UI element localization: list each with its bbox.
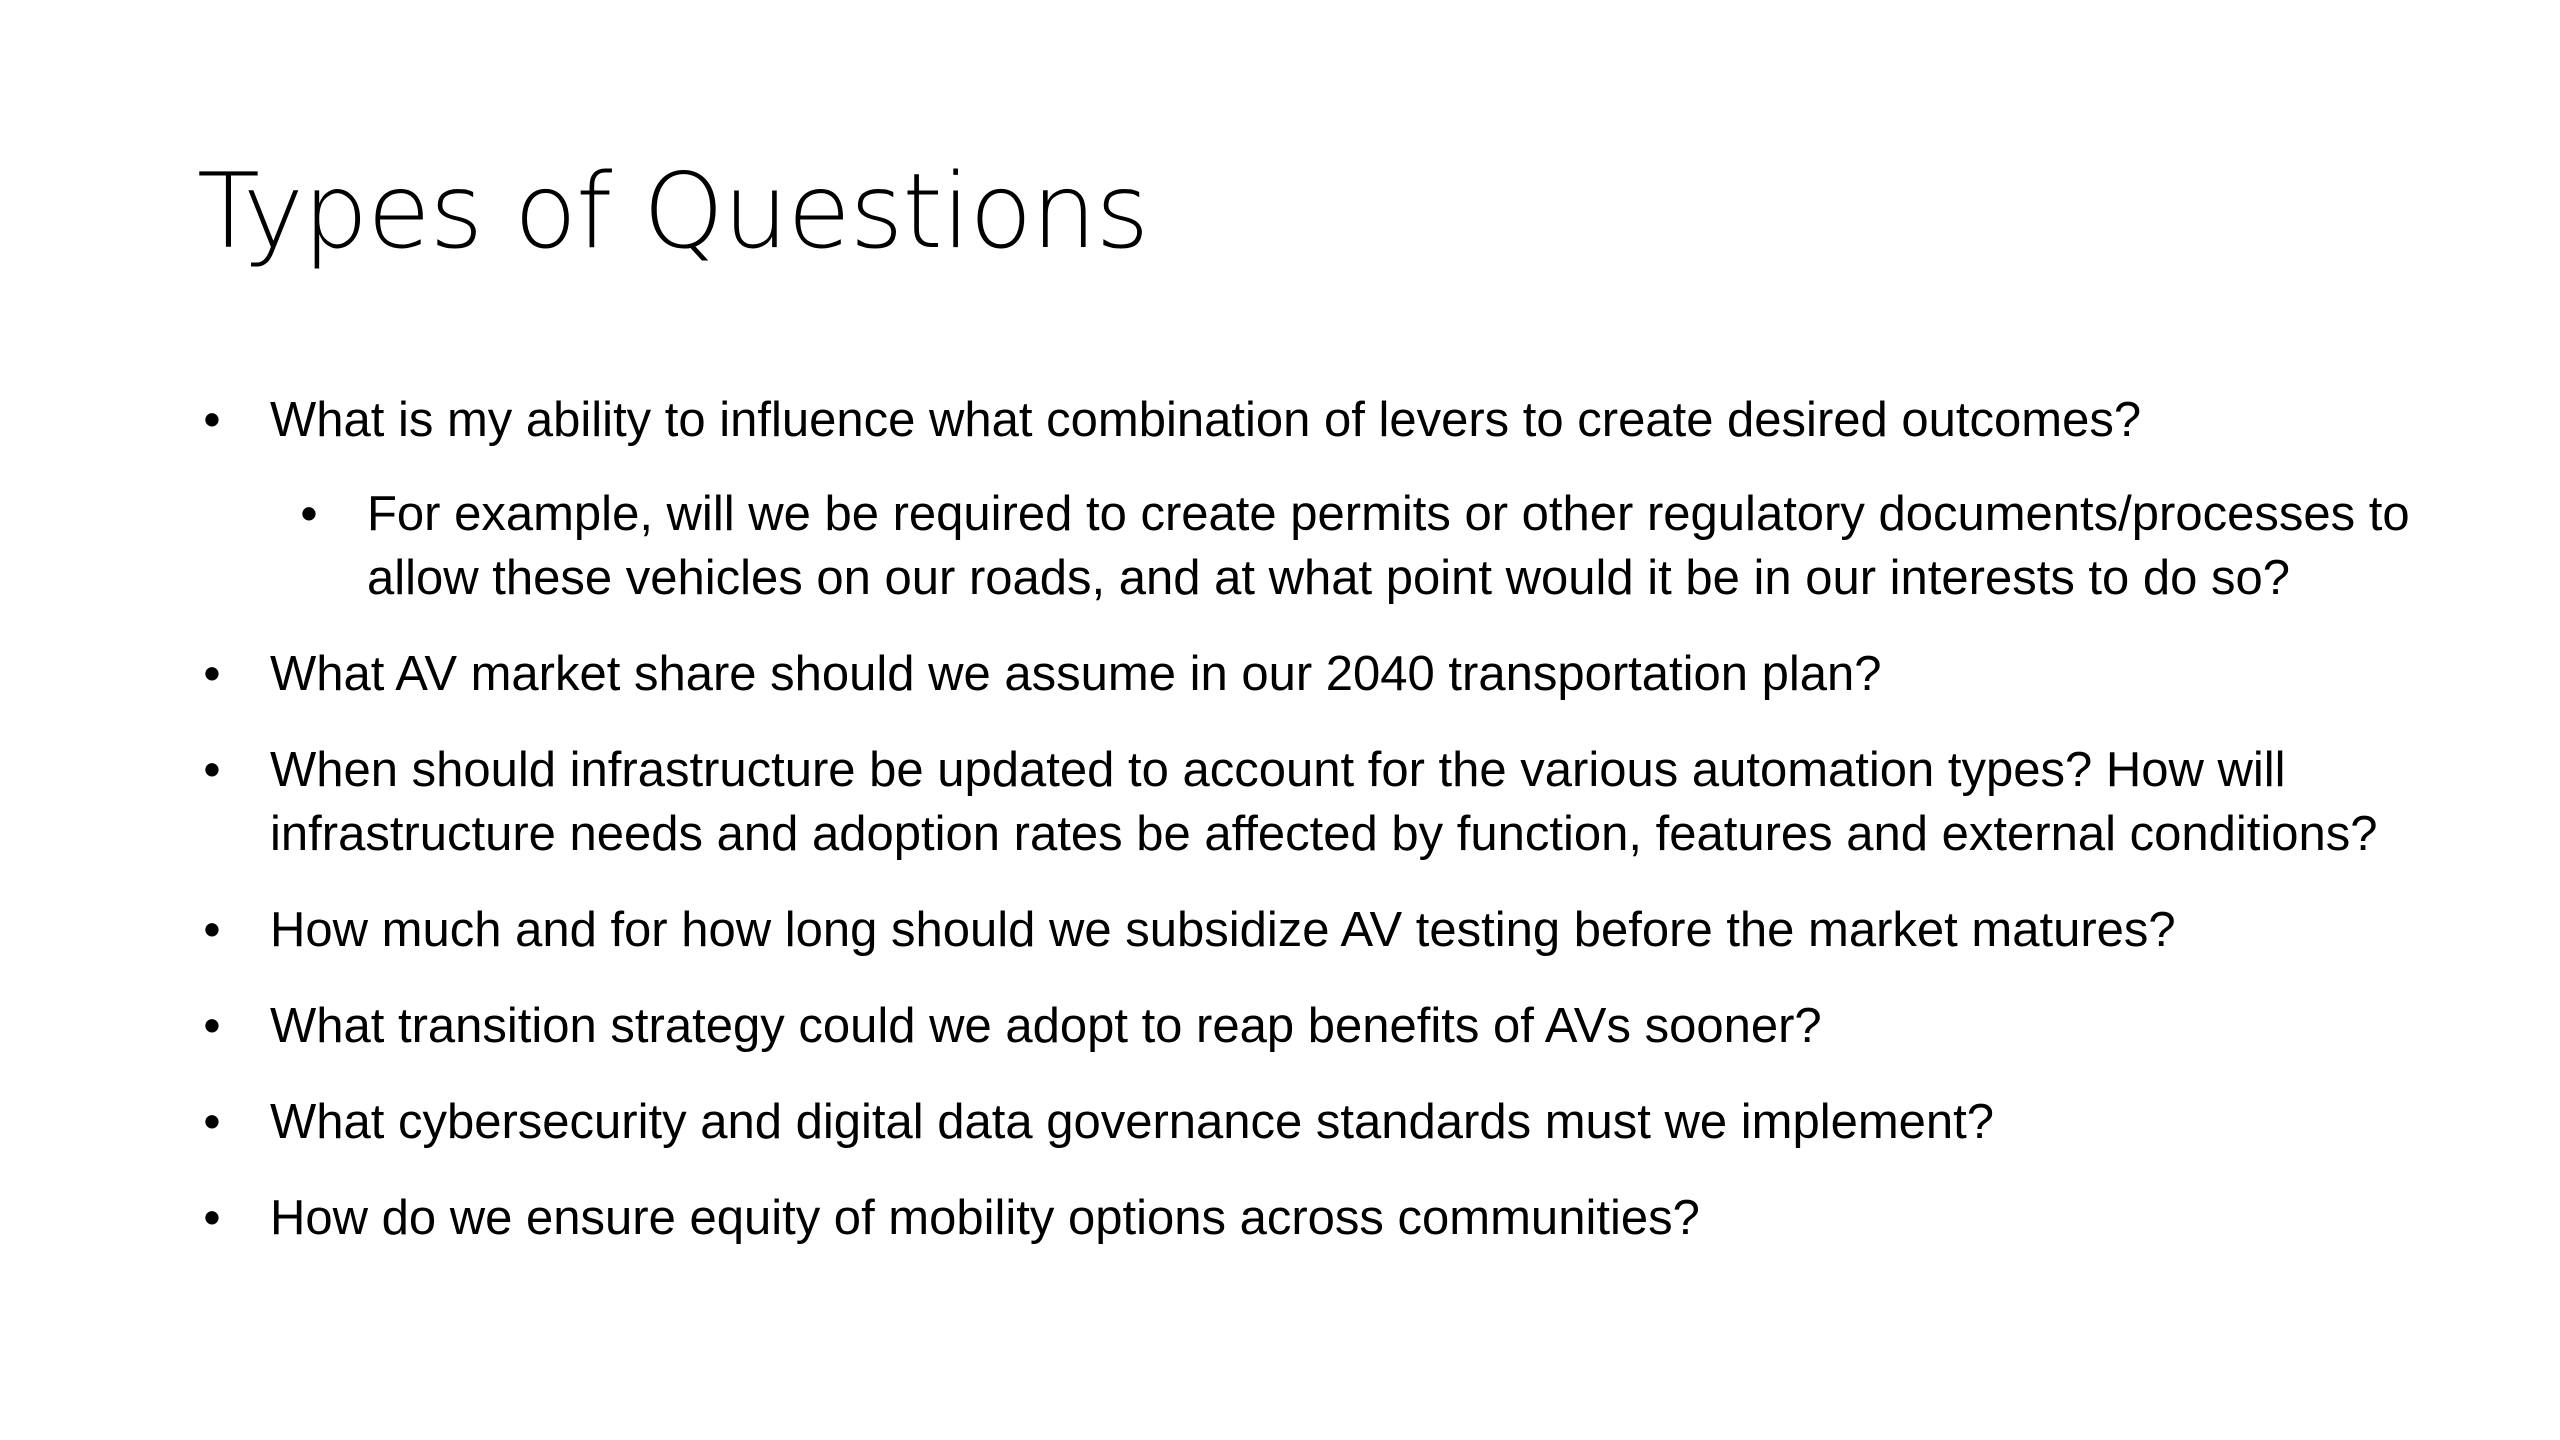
bullet-item-permits-example [294,482,2457,610]
bullet-text: What AV market share should we assume in our 2040 transportation plan? [270,647,1882,701]
bullet-item-transition-strategy [197,994,2457,1058]
bullet-marker: • [203,393,221,447]
bullet-text: How do we ensure equity of mobility options across communities? [270,1191,1700,1245]
bullet-text: For example, will we be required to create permits or other regulatory documents/processes to allow these vehicles on our roads, and at what point would it be in our interests to do so? [367,487,2410,605]
bullet-marker: • [300,487,318,541]
bullet-item-cybersecurity [197,1090,2457,1154]
bullet-item-mobility-equity [197,1186,2457,1250]
bullet-item-influence-levers [197,388,2457,452]
bullet-item-infrastructure-update [197,738,2457,866]
bullet-marker: • [203,1191,221,1245]
bullet-list [197,388,2457,1282]
bullet-marker: • [203,903,221,957]
bullet-item-subsidize-testing [197,898,2457,962]
bullet-marker: • [203,647,221,701]
bullet-marker: • [203,743,221,797]
bullet-text: How much and for how long should we subsidize AV testing before the market matures? [270,903,2176,957]
bullet-text: What cybersecurity and digital data governance standards must we implement? [270,1095,1995,1149]
bullet-marker: • [203,999,221,1053]
bullet-item-av-market-share [197,642,2457,706]
bullet-marker: • [203,1095,221,1149]
bullet-text: What transition strategy could we adopt to reap benefits of AVs sooner? [270,999,1822,1053]
bullet-text: When should infrastructure be updated to account for the various automation types? How will infrastructure needs and adoption rates be affected by function, features and external conditions? [270,743,2378,861]
bullet-text: What is my ability to influence what combination of levers to create desired outcomes? [270,393,2142,447]
slide-title: Types of Questions [197,152,1149,272]
